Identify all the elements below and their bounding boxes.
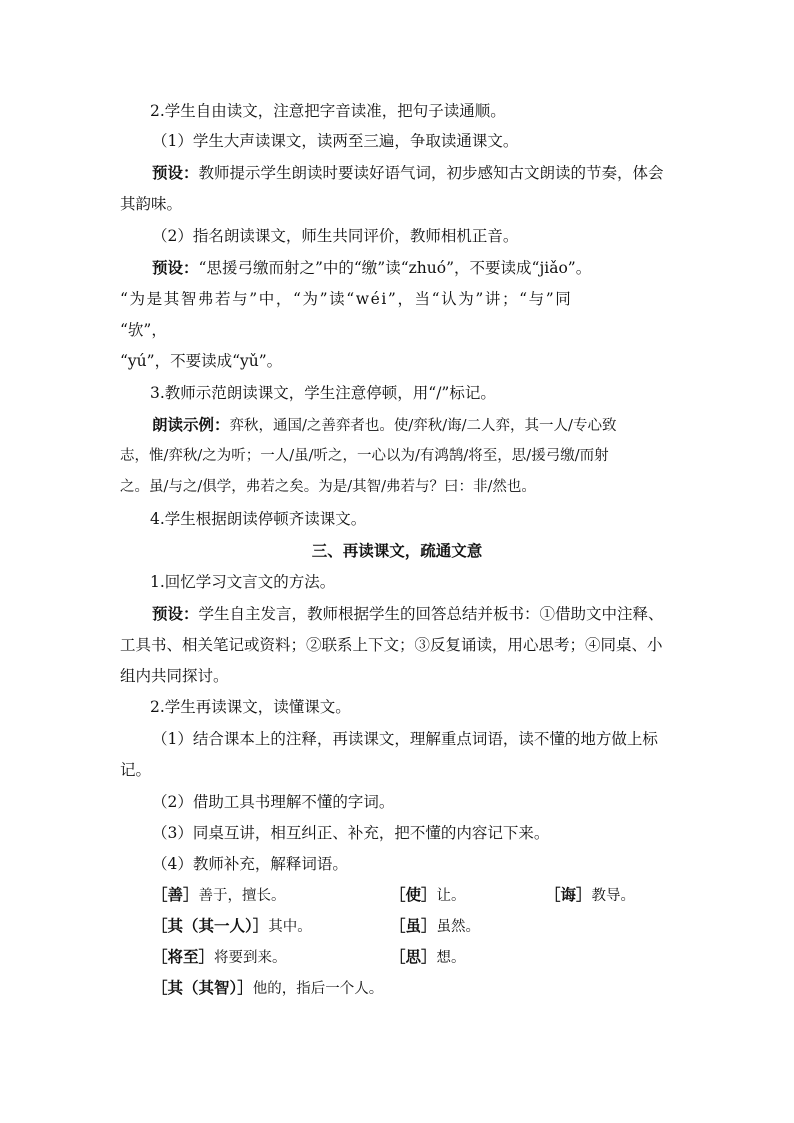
glossary-definition: 教导。 bbox=[591, 888, 636, 904]
glossary-term: ［使］ bbox=[390, 885, 437, 904]
glossary-entry bbox=[152, 916, 312, 937]
glossary-entry bbox=[152, 978, 383, 999]
section-heading: 三、再读课文，疏通文意 bbox=[311, 541, 483, 560]
reading-example-label: 朗读示例： bbox=[152, 415, 230, 434]
glossary-definition: 虽然。 bbox=[436, 919, 481, 935]
glossary-term: ［善］ bbox=[152, 885, 199, 904]
preset-text: 教师提示学生朗读时要读好语气词，初步感知古文朗读的节奏，体会 bbox=[198, 164, 664, 182]
paragraph-line: （3）同桌互讲，相互纠正、补充，把不懂的内容记下来。 bbox=[152, 824, 550, 842]
paragraph-line: 2.学生再读课文，读懂课文。 bbox=[150, 698, 351, 716]
glossary-entry bbox=[545, 885, 635, 906]
glossary-term: ［虽］ bbox=[390, 916, 437, 935]
paragraph-line: 其韵味。 bbox=[120, 195, 183, 213]
paragraph-line: “yú”，不要读成“yǔ”。 bbox=[120, 352, 283, 370]
preset-label: 预设： bbox=[152, 604, 199, 623]
preset-text: 学生自主发言，教师根据学生的回答总结并板书：①借助文中注释、 bbox=[198, 605, 664, 623]
glossary-term: ［其（其智）］ bbox=[152, 978, 253, 997]
preset-text: “思援弓缴而射之”中的“缴”读“zhuó”，不要读成“jiǎo”。 bbox=[198, 259, 592, 277]
paragraph-line: 之。虽/与之/俱学，弗若之矣。为是/其智/弗若与？曰：非/然也。 bbox=[120, 479, 536, 495]
paragraph-line: 4.学生根据朗读停顿齐读课文。 bbox=[150, 510, 367, 528]
paragraph-line: 3.教师示范朗读课文，学生注意停顿，用“/”标记。 bbox=[150, 384, 496, 402]
paragraph-line: （2）借助工具书理解不懂的字词。 bbox=[152, 793, 395, 811]
glossary-definition: 他的，指后一个人。 bbox=[252, 981, 384, 997]
glossary-entry bbox=[152, 947, 287, 968]
glossary-term: ［思］ bbox=[390, 947, 437, 966]
paragraph-line: （2）指名朗读课文，师生共同评价，教师相机正音。 bbox=[152, 227, 519, 245]
paragraph-line: “为是其智弗若与”中，“为”读“wéi”，当“认为”讲；“与”同 bbox=[120, 290, 573, 308]
paragraph-line: “欤”， bbox=[120, 321, 167, 339]
paragraph-line bbox=[152, 163, 664, 183]
preset-label: 预设： bbox=[152, 258, 199, 277]
glossary-term: ［诲］ bbox=[545, 885, 592, 904]
glossary-entry bbox=[152, 885, 286, 906]
paragraph-line: 志，惟/弈秋/之为听；一人/虽/听之，一心以为/有鸿鹄/将至，思/援弓缴/而射 bbox=[120, 448, 609, 464]
glossary-term: ［将至］ bbox=[152, 947, 215, 966]
glossary-entry bbox=[390, 916, 480, 937]
paragraph-line: 1.回忆学习文言文的方法。 bbox=[150, 573, 336, 591]
glossary-definition: 其中。 bbox=[268, 919, 312, 935]
paragraph-line: （1）学生大声读课文，读两至三遍，争取读通课文。 bbox=[152, 132, 519, 150]
glossary-definition: 善于，擅长。 bbox=[198, 888, 286, 904]
paragraph-line bbox=[152, 604, 664, 624]
glossary-entry bbox=[390, 947, 466, 968]
paragraph-line bbox=[152, 415, 616, 436]
glossary-term: ［其（其一人）］ bbox=[152, 916, 269, 935]
paragraph-line: 组内共同探讨。 bbox=[120, 667, 229, 685]
glossary-entry bbox=[390, 885, 466, 906]
paragraph-line: 工具书、相关笔记或资料；②联系上下文；③反复诵读，用心思考；④同桌、小 bbox=[120, 636, 663, 654]
paragraph-line: （1）结合课本上的注释，再读课文，理解重点词语，读不懂的地方做上标 bbox=[152, 730, 658, 748]
paragraph-line: 记。 bbox=[120, 761, 152, 779]
paragraph-line bbox=[152, 258, 591, 278]
reading-example-text: 弈秋，通国/之善弈者也。使/弈秋/诲/二人弈，其一人/专心致 bbox=[229, 418, 617, 434]
glossary-definition: 将要到来。 bbox=[214, 950, 287, 966]
glossary-definition: 让。 bbox=[436, 888, 466, 904]
paragraph-line: （4）教师补充，解释词语。 bbox=[152, 855, 348, 873]
paragraph-line: 2.学生自由读文，注意把字音读准，把句子读通顺。 bbox=[150, 102, 506, 120]
preset-label: 预设： bbox=[152, 163, 199, 182]
glossary-definition: 想。 bbox=[436, 950, 466, 966]
